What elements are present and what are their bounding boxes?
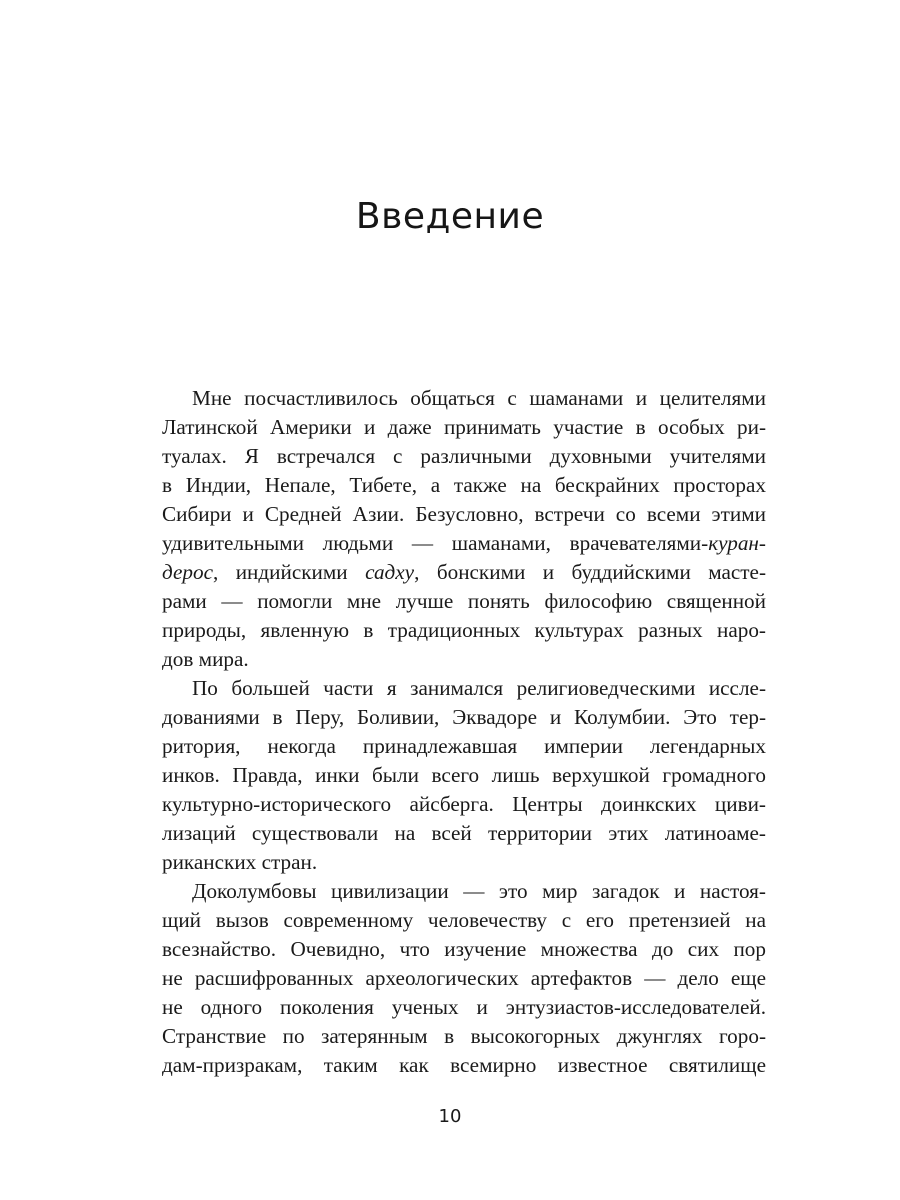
text-line: дов мира.	[162, 647, 249, 671]
text-line: в Индии, Непале, Тибете, а также на бескрайних просторах	[162, 473, 766, 497]
chapter-title: Введение	[355, 196, 545, 237]
text-line: не расшифрованных археологических артефактов — дело еще	[162, 966, 766, 990]
text-line: Латинской Америки и даже принимать участие в особых ри-	[162, 415, 766, 439]
text-line: лизаций существовали на всей территории этих латиноаме-	[162, 821, 766, 845]
text-line: дерос, индийскими садху, бонскими и буддийскими масте-	[162, 560, 767, 584]
text-line: туалах. Я встречался с различными духовными учителями	[162, 444, 766, 468]
paragraph	[162, 877, 766, 1080]
text-line: культурно-исторического айсберга. Центры доинкских циви-	[162, 792, 766, 816]
text-line: удивительными людьми — шаманами, врачевателями-куран-	[162, 531, 766, 555]
text-line: Странствие по затерянным в высокогорных джунглях горо-	[162, 1024, 766, 1048]
paragraph	[162, 674, 766, 877]
italic-term: дерос	[162, 560, 213, 584]
text-line: риканских стран.	[162, 850, 318, 874]
italic-term: садху	[365, 560, 415, 584]
text-line: рами — помогли мне лучше понять философию священной	[162, 589, 766, 613]
text-line: инков. Правда, инки были всего лишь верхушкой громадного	[162, 763, 766, 787]
italic-term: куран-	[708, 531, 766, 555]
text-line: По большей части я занимался религиоведческими иссле-	[192, 676, 766, 700]
text-line: дованиями в Перу, Боливии, Эквадоре и Колумбии. Это тер-	[162, 705, 766, 729]
text-line: не одного поколения ученых и энтузиастов-исследователей.	[162, 995, 766, 1019]
paragraph	[162, 384, 766, 674]
body-text	[162, 384, 766, 1080]
text-line: всезнайство. Очевидно, что изучение множества до сих пор	[162, 937, 766, 961]
text-line: природы, явленную в традиционных культурах разных наро-	[162, 618, 766, 642]
text-line: ритория, некогда принадлежавшая империи легендарных	[162, 734, 766, 758]
page-number: 10	[438, 1106, 462, 1127]
text-line: Доколумбовы цивилизации — это мир загадок и настоя-	[192, 879, 766, 903]
text-line: дам-призракам, таким как всемирно известное святилище	[162, 1053, 766, 1077]
text-line: щий вызов современному человечеству с его претензией на	[162, 908, 766, 932]
text-line: Мне посчастливилось общаться с шаманами и целителями	[192, 386, 766, 410]
text-line: Сибири и Средней Азии. Безусловно, встречи со всеми этими	[162, 502, 766, 526]
